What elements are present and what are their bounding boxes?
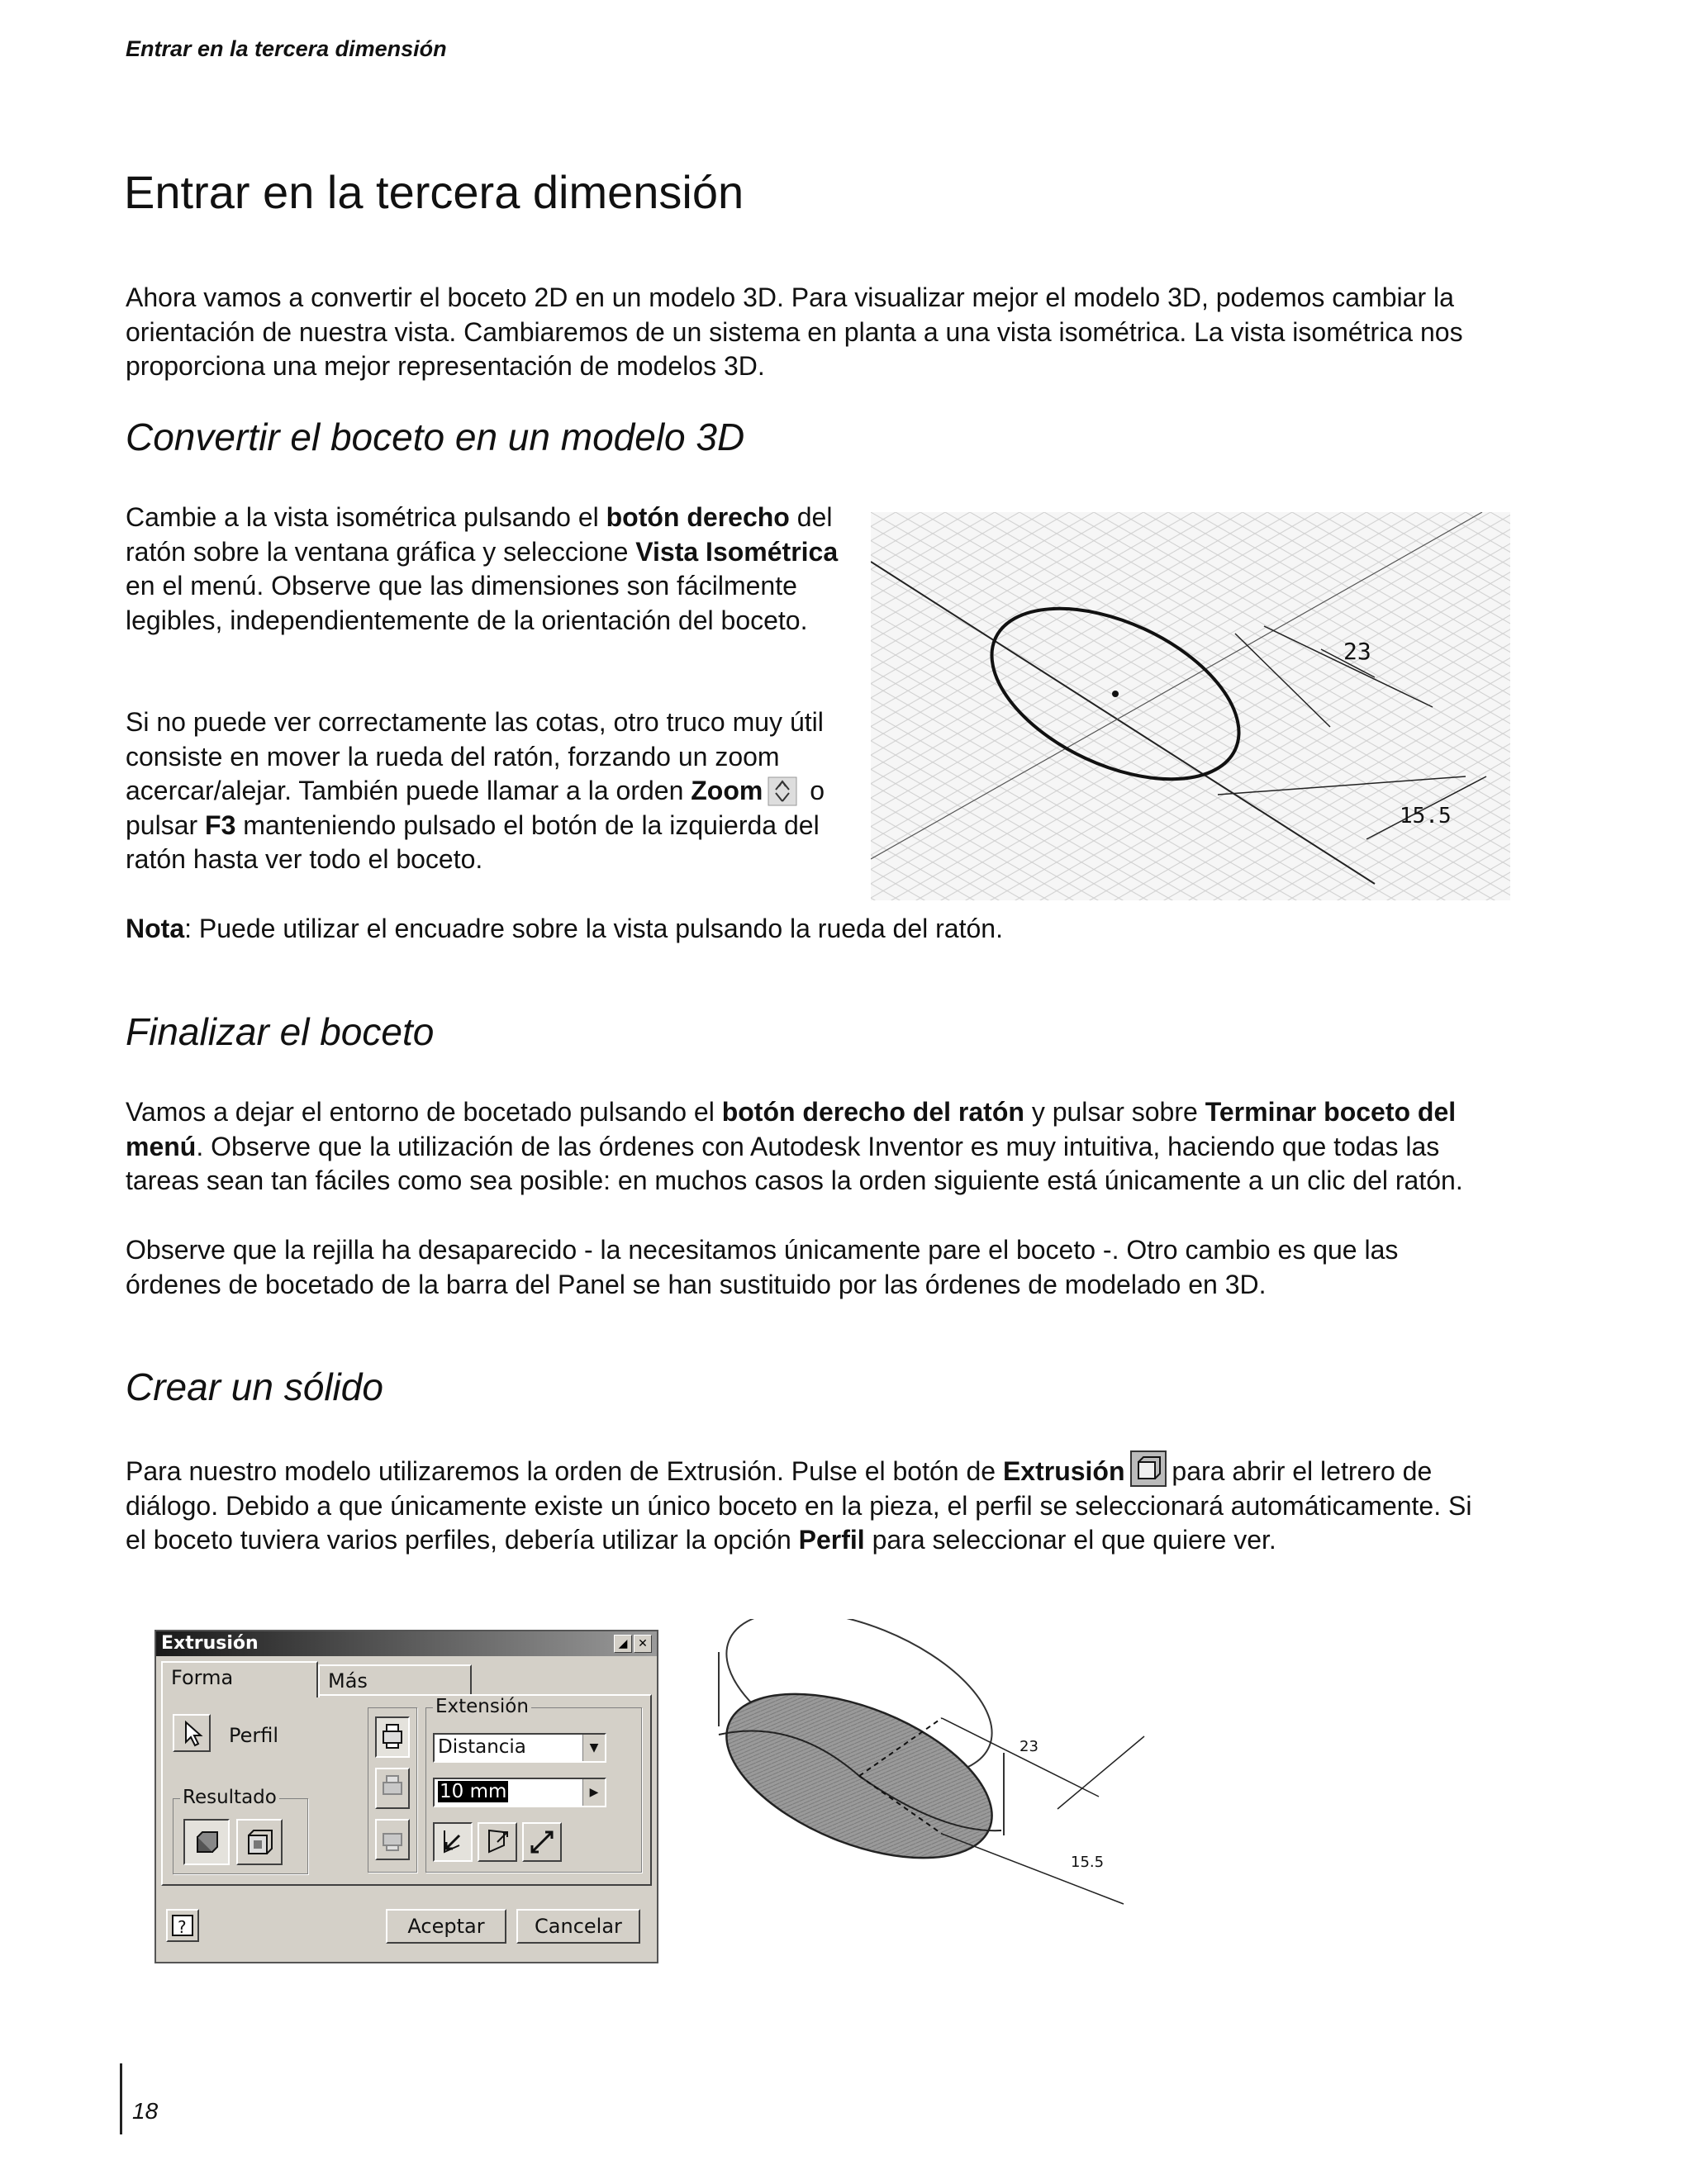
extrusion-dialog: [154, 1630, 658, 1963]
running-header: Entrar en la tercera dimensión: [126, 36, 447, 61]
resultado-group: [173, 1787, 308, 1874]
text-run: del ratón sobre la ventana gráfica y seleccione: [126, 502, 833, 567]
arrow-both-icon: [524, 1824, 560, 1860]
text-run: y pulsar sobre: [1024, 1097, 1205, 1127]
dimension-label-15-5: 15.5: [1071, 1854, 1105, 1871]
tab-mas[interactable]: Más: [318, 1664, 472, 1697]
solid-paragraph: [126, 1450, 1497, 1558]
perfil-label: Perfil: [229, 1724, 279, 1747]
text-run: Vamos a dejar el entorno de bocetado pulsando el: [126, 1097, 722, 1127]
convert-paragraph-1: [126, 501, 853, 638]
bold-run: Terminar boceto del menú: [126, 1097, 1457, 1161]
isometric-sketch-figure: [871, 512, 1510, 900]
extension-select[interactable]: [433, 1733, 606, 1763]
direction-button-3[interactable]: [375, 1819, 410, 1860]
note-text: : Puede utilizar el encuadre sobre la vista pulsando la rueda del ratón.: [184, 914, 1003, 943]
ellipse-center: [1112, 691, 1119, 697]
text-run: Para nuestro modelo utilizaremos la orden de Extrusión. Pulse el botón de: [126, 1456, 1003, 1486]
direction-group: [368, 1707, 417, 1873]
dimension-label-23: 23: [1343, 638, 1371, 665]
text-run: o pulsar: [126, 776, 825, 840]
direction-symmetric-button[interactable]: [522, 1822, 562, 1862]
direction-button-1[interactable]: [375, 1716, 410, 1758]
bold-run: botón derecho del ratón: [721, 1097, 1024, 1127]
direction-button-2[interactable]: [375, 1768, 410, 1809]
bold-run: botón derecho: [606, 502, 790, 532]
printer-icon: [377, 1821, 408, 1859]
extension-value: Distancia: [438, 1736, 526, 1758]
text-run: para abrir el letrero de diálogo. Debido a que únicamente existe un único boceto en la pieza, el perfil se seleccionará automáticamente. Si el boceto tuviera varios perfiles, debería utilizar la opción: [126, 1456, 1472, 1555]
profile-select-button[interactable]: [173, 1714, 211, 1752]
page-number-rule: [120, 2063, 122, 2134]
dimension-extension-line: [1058, 1736, 1144, 1809]
finish-paragraph-1: [126, 1095, 1497, 1199]
cursor-icon: [174, 1716, 209, 1750]
section-heading-convert: Convertir el boceto en un modelo 3D: [126, 415, 745, 458]
text-run: para seleccionar el que quiere ver.: [864, 1525, 1276, 1555]
text-run: . Observe que la utilización de las órdenes con Autodesk Inventor es muy intuitiva, haciendo que todas las tareas sean tan fáciles como sea posible: en muchos casos la orden siguiente está únicamente a un clic del ratón.: [126, 1131, 1463, 1195]
finish-paragraph-2: Observe que la rejilla ha desaparecido - la necesitamos únicamente pare el boceto -. Otro cambio es que las órdenes de bocetado de la barra del Panel se han sustituido por las órdenes de modelado en 3D.: [126, 1235, 1399, 1299]
accept-button[interactable]: Aceptar: [386, 1909, 506, 1944]
cut-solid-icon: [239, 1821, 280, 1862]
extrusion-icon: [1130, 1450, 1160, 1480]
arrow-down-left-icon: [435, 1824, 471, 1860]
dialog-title: Extrusión: [161, 1633, 259, 1654]
dimension-label-23: 23: [1019, 1738, 1038, 1755]
section-heading-solid: Crear un sólido: [126, 1365, 383, 1408]
text-run: Cambie a la vista isométrica pulsando el: [126, 502, 606, 532]
convert-paragraph-2: [126, 705, 853, 877]
distance-value: 10 mm: [440, 1781, 507, 1802]
chevron-down-icon[interactable]: ▼: [582, 1735, 605, 1761]
direction-flip-button-1[interactable]: [433, 1822, 473, 1862]
bold-run: Perfil: [798, 1525, 865, 1555]
tab-forma[interactable]: Forma: [161, 1661, 318, 1697]
page-title: Entrar en la tercera dimensión: [124, 166, 744, 218]
dialog-pin-button[interactable]: ◢: [614, 1635, 632, 1653]
join-button[interactable]: [183, 1819, 230, 1865]
page-number: 18: [132, 2098, 159, 2124]
extension-group: [425, 1696, 642, 1873]
cancel-button[interactable]: Cancelar: [516, 1909, 640, 1944]
note-label: Nota: [126, 914, 185, 943]
cut-button[interactable]: [236, 1819, 283, 1865]
zoom-icon: [768, 776, 797, 806]
text-run: en el menú. Observe que las dimensiones son fácilmente legibles, independientemente de la orientación del boceto.: [126, 571, 808, 635]
direction-flip-button-2[interactable]: [478, 1822, 517, 1862]
isometric-grid: [871, 512, 1510, 900]
dialog-close-button[interactable]: ✕: [634, 1635, 652, 1653]
dimension-label-15-5: 15.5: [1400, 804, 1452, 828]
forma-panel: [161, 1694, 652, 1886]
join-solid-icon: [186, 1821, 227, 1862]
note-paragraph: [126, 912, 1447, 947]
extruded-solid-figure: [694, 1619, 1157, 1925]
intro-paragraph: Ahora vamos a convertir el boceto 2D en un modelo 3D. Para visualizar mejor el modelo 3D, podemos cambiar la orientación de nuestra vista. Cambiaremos de un sistema en planta a una vista isométrica. La vista isométrica nos proporciona una mejor representación de modelos 3D.: [126, 282, 1463, 381]
chevron-right-icon[interactable]: ▶: [582, 1779, 605, 1806]
text-run: manteniendo pulsado el botón de la izquierda del ratón hasta ver todo el boceto.: [126, 810, 820, 874]
svg-text:?: ?: [178, 1917, 187, 1937]
help-icon: [168, 1911, 197, 1940]
bold-run: Vista Isométrica: [635, 536, 839, 567]
printer-icon: [377, 1718, 408, 1756]
bold-run: F3: [205, 810, 236, 840]
resultado-label: Resultado: [180, 1787, 279, 1808]
extension-label: Extensión: [433, 1696, 531, 1717]
bold-run: Extrusión: [1002, 1456, 1125, 1486]
text-run: Si no puede ver correctamente las cotas, otro truco muy útil consiste en mover la rueda del ratón, forzando un zoom acercar/alejar. También puede llamar a la orden: [126, 707, 824, 805]
distance-input[interactable]: [433, 1778, 606, 1807]
help-button[interactable]: [166, 1909, 199, 1942]
bold-run: Zoom: [691, 776, 763, 805]
arrow-up-right-icon: [479, 1824, 516, 1860]
section-heading-finish: Finalizar el boceto: [126, 1010, 435, 1053]
dialog-title-bar: [156, 1631, 657, 1656]
printer-icon: [377, 1769, 408, 1807]
